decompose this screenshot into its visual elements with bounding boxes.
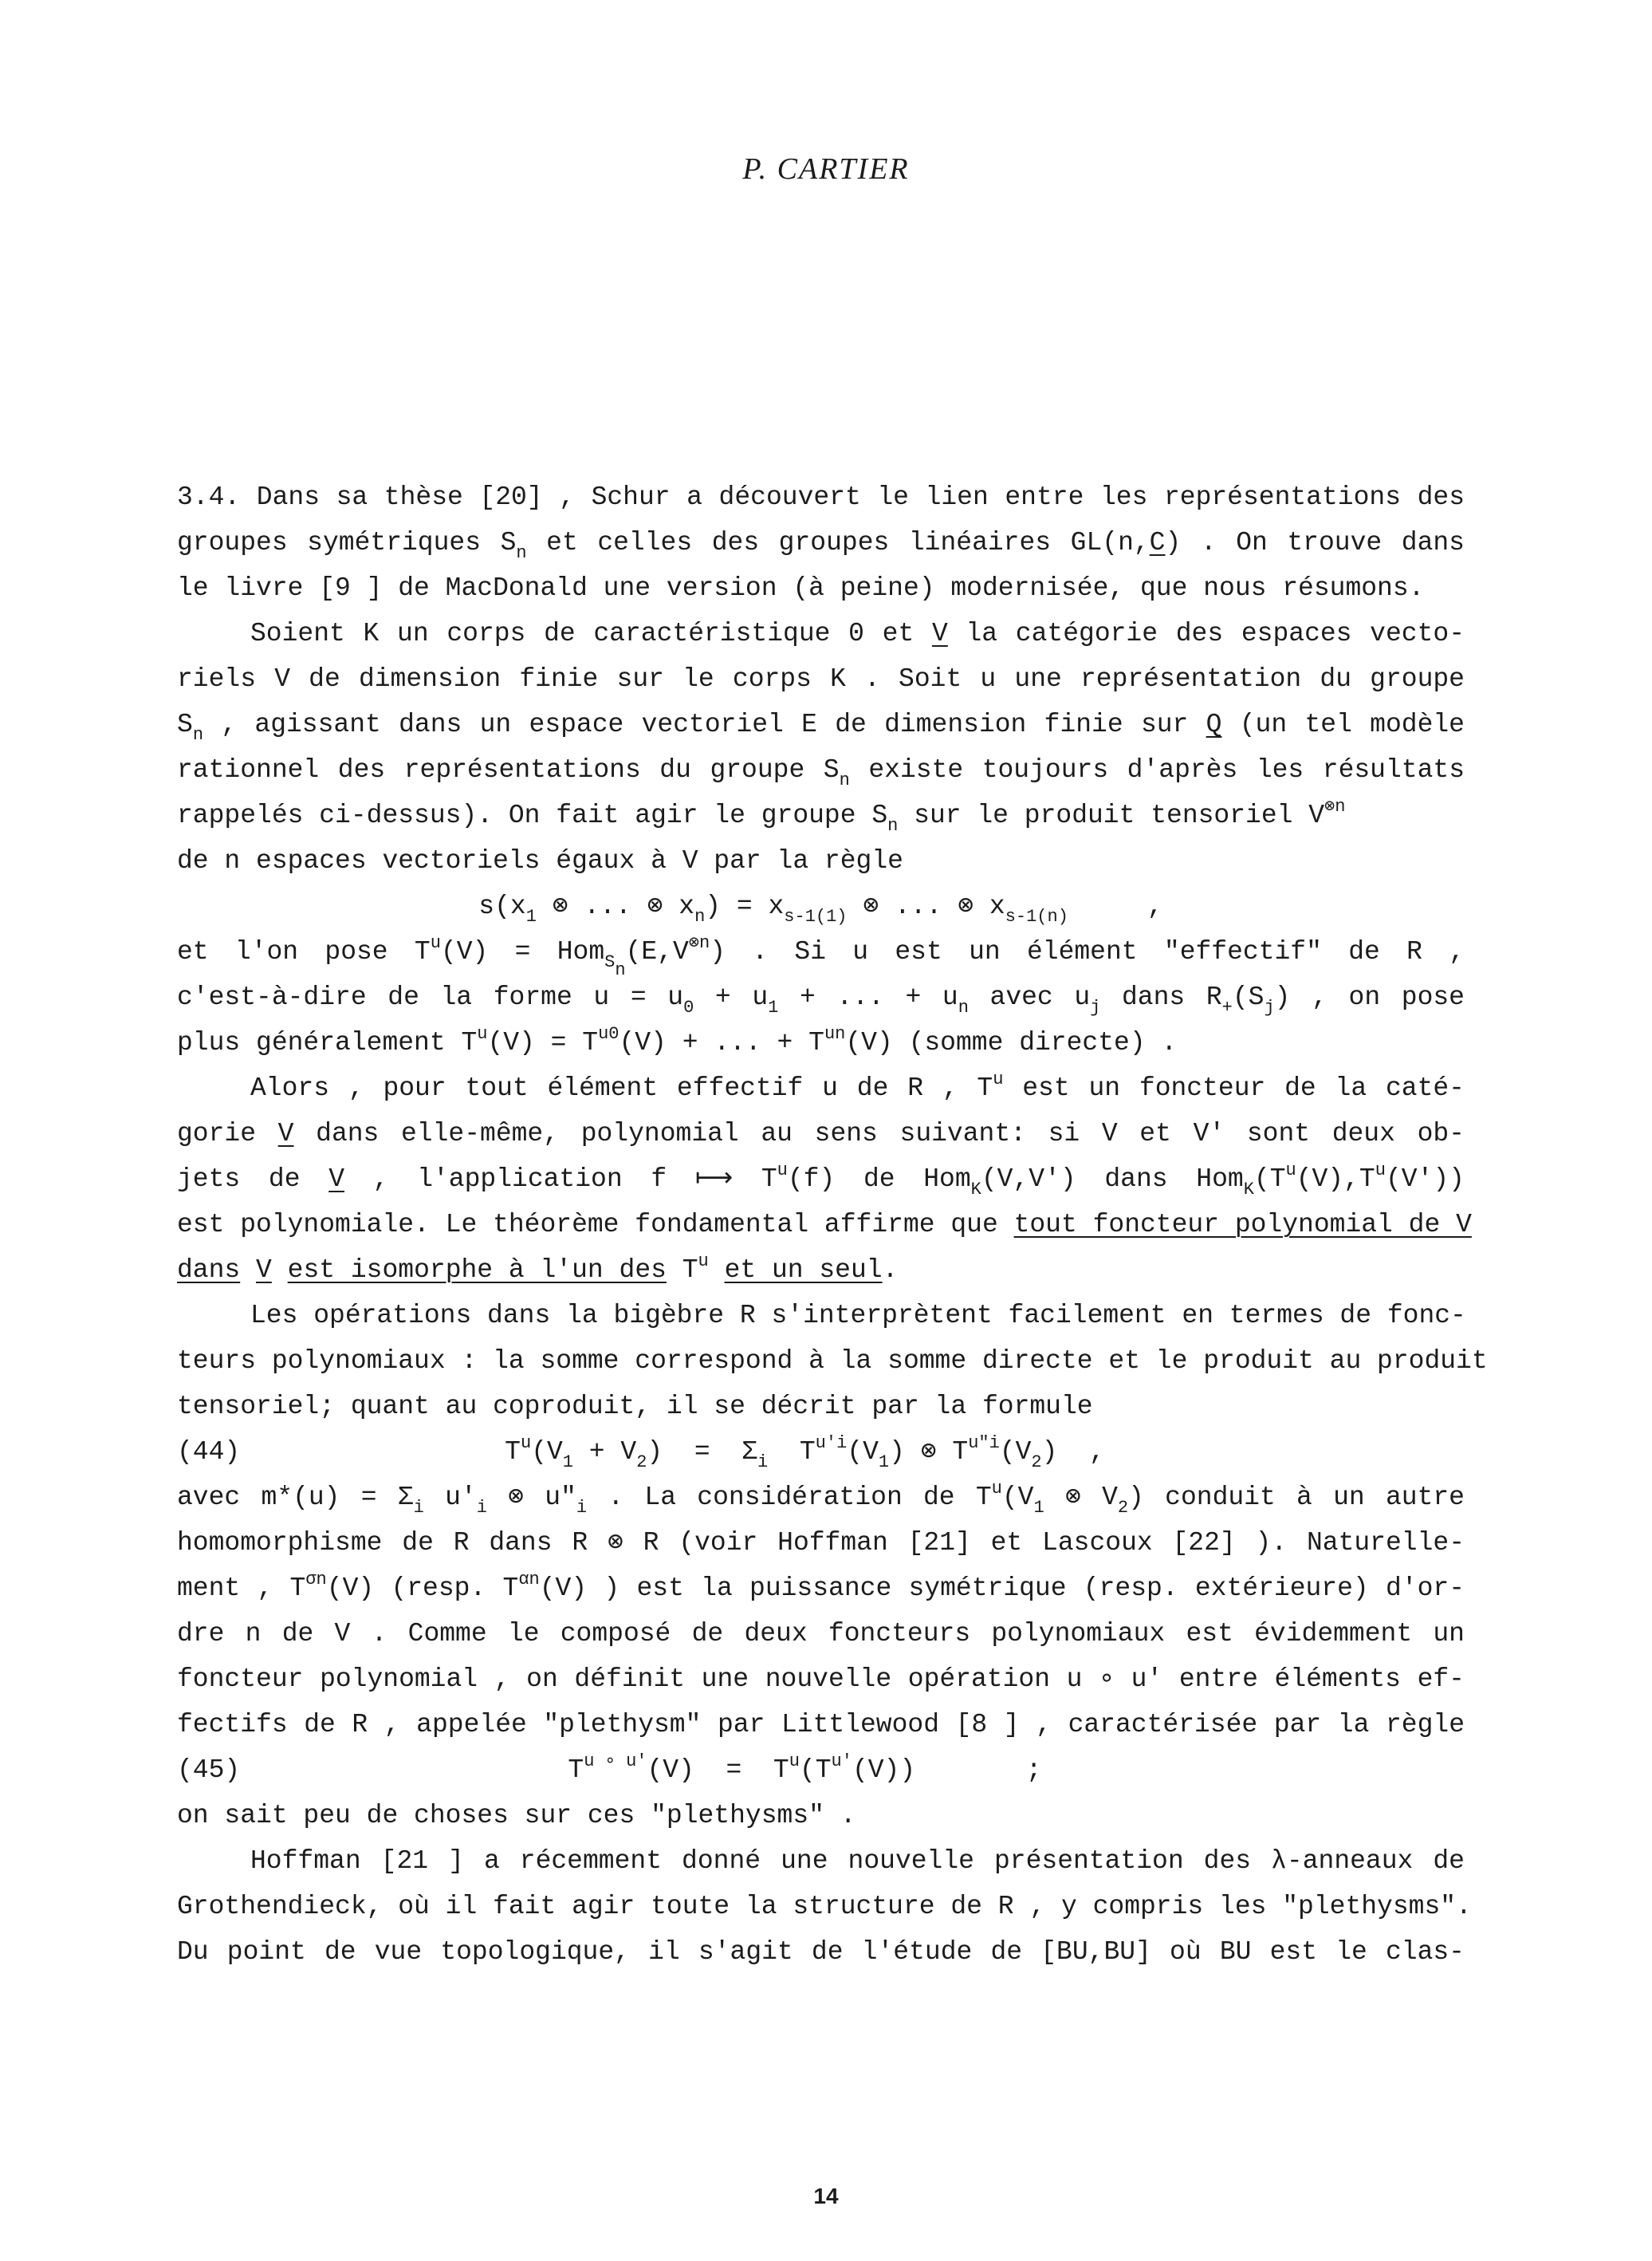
text-line: homomorphisme de R dans R ⊗ R (voir Hoffman [21] et Lascoux [22] ). Naturelle-: [177, 1528, 1465, 1558]
page-body: [177, 475, 1488, 1975]
equation-number: (45): [177, 1755, 241, 1785]
equation-44: [177, 1429, 1465, 1475]
text-line: plus généralement $T^u(V) = T^{u0}(V)$ + ... + $T^{un}(V)$ (somme directe) .: [177, 1024, 1178, 1058]
text-line: Soient K un corps de caractéristique 0 et V la catégorie des espaces vecto-: [250, 619, 1465, 648]
equation-45: [177, 1747, 1465, 1793]
text-line: foncteur polynomial , on définit une nouvelle opération u ∘ u' entre éléments ef-: [177, 1664, 1465, 1694]
display-formula: $s(x_1$ ⊗ ... ⊗ $x_n) = x_{s-1(1)}$ ⊗ ... ⊗ $x_{s-1(n)}$ ,: [478, 892, 1163, 927]
text-line: gorie V dans elle-même, polynomial au sens suivant: si V et V' sont deux ob-: [177, 1119, 1465, 1148]
text-line: Grothendieck, où il fait agir toute la structure de R , y compris les "plethysms".: [177, 1892, 1472, 1921]
text-line: groupes symétriques $S_n$ et celles des groupes linéaires GL(n,C) . On trouve dans: [177, 528, 1465, 563]
text-line: riels V de dimension finie sur le corps K . Soit u une représentation du groupe: [177, 664, 1465, 694]
text-line: Les opérations dans la bigèbre R s'interprètent facilement en termes de fonc-: [250, 1301, 1466, 1330]
text-line: $S_n$ , agissant dans un espace vectoriel E de dimension finie sur Q (un tel modèle: [177, 710, 1465, 745]
text-line: Du point de vue topologique, il s'agit de l'étude de [BU,BU] où BU est le clas-: [177, 1937, 1465, 1967]
equation-number: (44): [177, 1437, 241, 1467]
text-line: le livre [9 ] de MacDonald une version (à peine) modernisée, que nous résumons.: [177, 573, 1425, 603]
text-line: tensoriel; quant au coproduit, il se décrit par la formule: [177, 1392, 1093, 1421]
text-line: dans V est isomorphe à l'un des $T^u$ et un seul.: [177, 1251, 899, 1285]
display-formula: $T^u(V_1 + V_2) = \Sigma_i$ $T^{u'i}(V_1)$ ⊗ $T^{u"i}(V_2)$ ,: [505, 1433, 1105, 1472]
text-line: dre n de V . Comme le composé de deux foncteurs polynomiaux est évidemment un: [177, 1619, 1465, 1648]
text-line: et l'on pose $T^u(V) = Hom_{S_n}(E,V^{\otimes n})$ . Si u est un élément "effectif" de R ,: [177, 933, 1465, 980]
text-line: jets de V , l'application f ⟼ $T^u(f)$ de Hom$_K$(V,V') dans $Hom_K(T^u(V),T^u(V'))$: [177, 1160, 1465, 1199]
text-line: on sait peu de choses sur ces "plethysms" .: [177, 1801, 856, 1830]
text-line: fectifs de R , appelée "plethysm" par Littlewood [8 ] , caractérisée par la règle: [177, 1710, 1465, 1739]
text-line: rappelés ci-dessus). On fait agir le groupe $S_n$ sur le produit tensoriel $V^{\otimes n}$: [177, 797, 1346, 836]
running-header: P. CARTIER: [742, 152, 910, 186]
text-line: Hoffman [21 ] a récemment donné une nouvelle présentation des λ-anneaux de: [250, 1846, 1465, 1876]
text-line: avec $m*(u) = \Sigma_i$ $u'_i$ ⊗ $u"_i$ . La considération de $T^u(V_1$ ⊗ $V_2$) conduit à un autre: [177, 1479, 1465, 1518]
page-number: 14: [813, 2184, 839, 2208]
text-line: c'est-à-dire de la forme $u = u_0 + u_1$ + ... + $u_n$ avec $u_j$ dans $R_+(S_j)$ , on pose: [177, 983, 1465, 1018]
text-line: de n espaces vectoriels égaux à V par la règle: [177, 846, 903, 876]
text-line: est polynomiale. Le théorème fondamental affirme que tout foncteur polynomial de V: [177, 1210, 1472, 1239]
text-line: ment , $T^{\sigma n}(V)$ (resp. $T^{\alpha n}(V)$ ) est la puissance symétrique (resp. extérieure) d'or-: [177, 1570, 1465, 1603]
display-formula: $T^{u \circ u'}(V) = T^u(T^{u'}(V))$ ;: [568, 1751, 1042, 1785]
text-line: Alors , pour tout élément effectif u de R , $T^u$ est un foncteur de la caté-: [250, 1069, 1465, 1103]
text-line: 3.4. Dans sa thèse [20] , Schur a découvert le lien entre les représentations des: [177, 483, 1465, 512]
text-line: teurs polynomiaux : la somme correspond à la somme directe et le produit au produit: [177, 1346, 1488, 1376]
text-line: rationnel des représentations du groupe $S_n$ existe toujours d'après les résultats: [177, 755, 1465, 790]
